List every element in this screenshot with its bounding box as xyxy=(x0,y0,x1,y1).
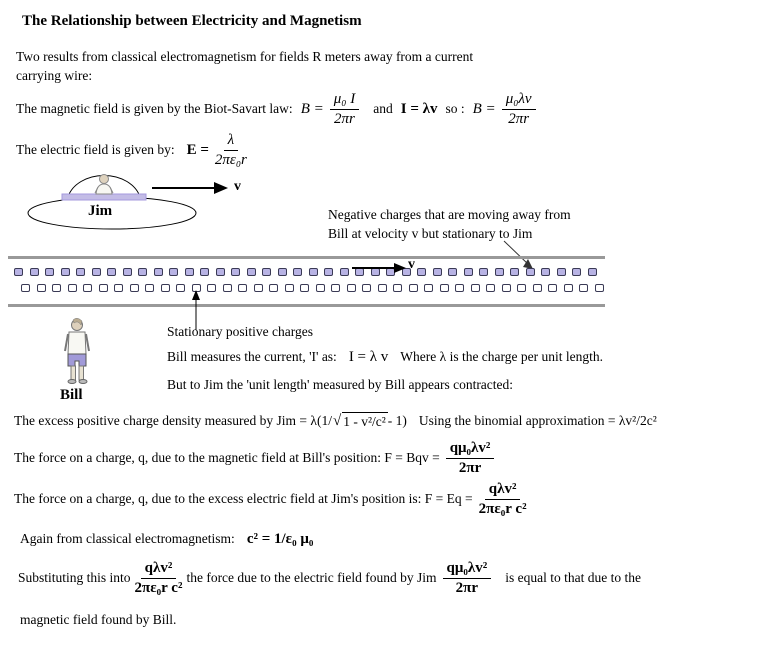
positive-charge xyxy=(548,284,557,292)
excess-density-line xyxy=(14,408,657,434)
negative-charge xyxy=(495,268,504,276)
positive-charge xyxy=(285,284,294,292)
bill-measures-line xyxy=(167,347,603,367)
intro-line-2: carrying wire: xyxy=(16,68,93,83)
ufo-velocity-arrow xyxy=(152,182,228,194)
biot-savart-line xyxy=(16,86,542,132)
negative-charge xyxy=(61,268,70,276)
b-equals: B = xyxy=(300,100,324,117)
closing-line: magnetic field found by Bill. xyxy=(20,612,177,627)
force-electric-fraction xyxy=(479,481,527,517)
substitution-fraction-1-denominator: 2πε₀r c² xyxy=(134,579,183,596)
negative-charge xyxy=(278,268,287,276)
efield-lead-text: The electric field is given by: xyxy=(16,142,175,157)
force-electric-lead: The force on a charge, q, due to the excess electric field at Jim's position is: F = Eq = xyxy=(14,491,473,506)
positive-charge xyxy=(207,284,216,292)
electric-field-line xyxy=(16,128,253,172)
so-word: so : xyxy=(445,101,465,116)
e-equals: E = xyxy=(186,141,209,158)
negative-charge xyxy=(588,268,597,276)
substitution-fraction-2-numerator: qμ₀λv² xyxy=(443,560,492,579)
negative-charge xyxy=(247,268,256,276)
negative-charge xyxy=(293,268,302,276)
force-electric-denominator: 2πε₀r c² xyxy=(478,500,527,517)
bill-person-icon xyxy=(54,317,102,385)
negative-charge xyxy=(448,268,457,276)
measures-lead: Bill measures the current, 'I' as: xyxy=(167,349,337,364)
ufo-saucer-drawing xyxy=(8,168,248,234)
force-magnetic-lead: The force on a charge, q, due to the magnetic field at Bill's position: F = Bqv = xyxy=(14,450,440,465)
positive-charge xyxy=(83,284,92,292)
binomial-text: Using the binomial approximation = λv²/2c² xyxy=(418,413,657,428)
substitution-mid: the force due to the electric field found by Jim xyxy=(186,570,437,585)
substitution-fraction-1 xyxy=(135,560,183,596)
c-squared-line xyxy=(20,524,313,554)
biot-fraction-2-denominator: 2πr xyxy=(508,110,530,127)
positive-charge xyxy=(114,284,123,292)
bill-label: Bill xyxy=(60,387,83,403)
efield-fraction-numerator: λ xyxy=(224,132,239,151)
efield-fraction xyxy=(215,132,247,168)
measures-equation: I = λ v xyxy=(348,348,389,365)
positive-charge xyxy=(223,284,232,292)
positive-charge xyxy=(362,284,371,292)
wire-velocity-label: v xyxy=(408,257,415,272)
negative-charge xyxy=(45,268,54,276)
negative-note-line-2: Bill at velocity v but stationary to Jim xyxy=(328,226,533,241)
ufo-velocity-label: v xyxy=(234,179,241,194)
negative-charge xyxy=(154,268,163,276)
negative-charge xyxy=(340,268,349,276)
positive-charge xyxy=(579,284,588,292)
negative-charge xyxy=(107,268,116,276)
negative-charge xyxy=(479,268,488,276)
positive-charge xyxy=(130,284,139,292)
negative-charge xyxy=(138,268,147,276)
and-word: and xyxy=(373,101,393,116)
negative-charge xyxy=(262,268,271,276)
positive-charge xyxy=(440,284,449,292)
excess-lead: The excess positive charge density measured by Jim = λ(1/ xyxy=(14,413,332,428)
positive-charge xyxy=(378,284,387,292)
negative-note-line-1: Negative charges that are moving away from xyxy=(328,207,571,222)
biot-fraction-1 xyxy=(330,91,360,127)
positive-charge xyxy=(533,284,542,292)
negative-charge xyxy=(76,268,85,276)
positive-charge-row xyxy=(21,284,604,292)
substitution-tail: is equal to that due to the xyxy=(505,570,641,585)
force-magnetic-line xyxy=(14,437,500,479)
positive-charge xyxy=(161,284,170,292)
intro-line-1: Two results from classical electromagnetism for fields R meters away from a current xyxy=(16,49,474,64)
negative-charge xyxy=(216,268,225,276)
stationary-charges-note: Stationary positive charges xyxy=(167,324,313,339)
positive-charge xyxy=(145,284,154,292)
negative-charges-note xyxy=(328,205,571,243)
negative-charge xyxy=(169,268,178,276)
positive-charge xyxy=(409,284,418,292)
positive-charge xyxy=(595,284,604,292)
substitution-fraction-2 xyxy=(443,560,492,596)
contracted-line: But to Jim the 'unit length' measured by Bill appears contracted: xyxy=(167,377,514,392)
positive-charge xyxy=(21,284,30,292)
negative-charge xyxy=(324,268,333,276)
negative-charge xyxy=(30,268,39,276)
positive-charge xyxy=(564,284,573,292)
positive-charge xyxy=(471,284,480,292)
wire-top-edge xyxy=(8,256,605,259)
negative-charge xyxy=(309,268,318,276)
measures-tail: Where λ is the charge per unit length. xyxy=(400,349,604,364)
excess-close: - 1) xyxy=(387,413,407,428)
positive-charge xyxy=(99,284,108,292)
page-title: The Relationship between Electricity and Magnetism xyxy=(22,13,362,29)
force-magnetic-denominator: 2πr xyxy=(458,459,482,476)
positive-charge xyxy=(455,284,464,292)
biot-fraction-1-numerator: μ₀ I xyxy=(330,91,360,110)
b2-equals: B = xyxy=(472,100,496,117)
force-electric-numerator: qλv² xyxy=(485,481,521,500)
negative-charge xyxy=(14,268,23,276)
positive-charge xyxy=(238,284,247,292)
positive-charge xyxy=(331,284,340,292)
positive-charge xyxy=(502,284,511,292)
negative-charge xyxy=(510,268,519,276)
again-lead: Again from classical electromagnetism: xyxy=(20,531,235,546)
negative-charge xyxy=(433,268,442,276)
negative-charge xyxy=(185,268,194,276)
efield-fraction-denominator: 2πε₀r xyxy=(214,151,247,168)
positive-charge xyxy=(393,284,402,292)
positive-charge xyxy=(300,284,309,292)
substitution-lead: Substituting this into xyxy=(18,570,131,585)
intro-paragraph xyxy=(16,47,473,85)
force-magnetic-fraction xyxy=(446,440,495,476)
negative-charge xyxy=(572,268,581,276)
substitution-fraction-2-denominator: 2πr xyxy=(455,579,479,596)
positive-charge xyxy=(254,284,263,292)
biot-fraction-2 xyxy=(502,91,536,127)
negative-charge xyxy=(231,268,240,276)
wire-bottom-edge xyxy=(8,304,605,307)
substitution-line xyxy=(18,554,641,602)
jim-label: Jim xyxy=(88,203,113,219)
biot-fraction-2-numerator: μ₀λv xyxy=(502,91,536,110)
sqrt-content: 1 - v²/c² xyxy=(343,414,386,429)
current-equation: I = λv xyxy=(400,100,438,117)
negative-charge xyxy=(526,268,535,276)
negative-charge xyxy=(92,268,101,276)
positive-charge xyxy=(52,284,61,292)
positive-charge xyxy=(316,284,325,292)
sqrt-icon: √ xyxy=(332,412,342,429)
negative-charge xyxy=(464,268,473,276)
positive-charge xyxy=(424,284,433,292)
negative-charge xyxy=(200,268,209,276)
biot-lead-text: The magnetic field is given by the Biot-Savart law: xyxy=(16,101,293,116)
negative-charge-row xyxy=(14,268,597,276)
positive-charge xyxy=(486,284,495,292)
biot-fraction-1-denominator: 2πr xyxy=(334,110,355,127)
positive-charge xyxy=(68,284,77,292)
substitution-fraction-1-numerator: qλv² xyxy=(141,560,177,579)
saucer-band xyxy=(62,194,146,200)
positive-charge xyxy=(269,284,278,292)
negative-charge xyxy=(541,268,550,276)
positive-charge xyxy=(176,284,185,292)
force-electric-line xyxy=(14,477,533,521)
negative-charge xyxy=(123,268,132,276)
negative-charge xyxy=(557,268,566,276)
c-squared-equation: c² = 1/ε₀ μ₀ xyxy=(246,530,314,547)
positive-charge xyxy=(37,284,46,292)
positive-charge xyxy=(347,284,356,292)
positive-charge xyxy=(517,284,526,292)
force-magnetic-numerator: qμ₀λv² xyxy=(446,440,495,459)
